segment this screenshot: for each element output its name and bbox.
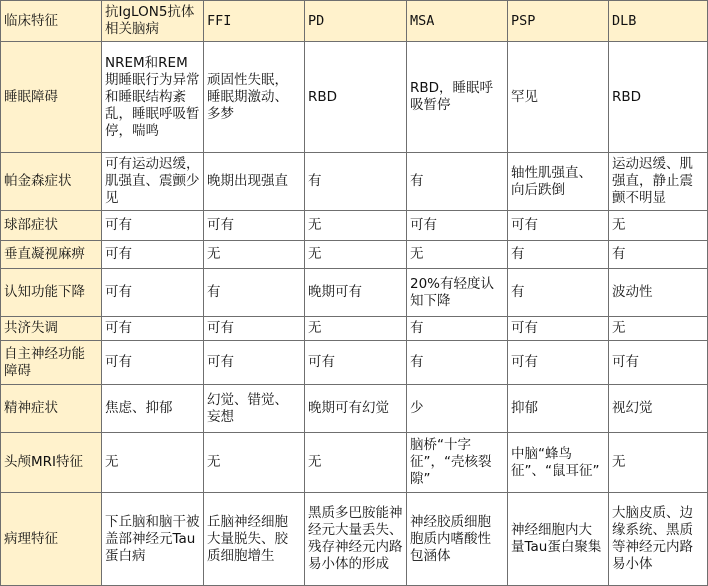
cell-text: 无 <box>308 454 322 470</box>
table-row <box>1 493 708 586</box>
column-header-text: PSP <box>511 12 536 29</box>
table-cell <box>508 153 609 211</box>
cell-text: 有 <box>207 284 221 300</box>
table-cell <box>508 241 609 269</box>
table-cell <box>102 317 204 341</box>
column-header-text: DLB <box>612 12 637 29</box>
cell-text: 神经细胞内大量Tau蛋白聚集 <box>511 522 602 555</box>
row-header-text: 共济失调 <box>4 320 58 336</box>
table-cell <box>204 385 305 433</box>
cell-text: 可有 <box>105 284 132 300</box>
cell-text: 罕见 <box>511 88 538 105</box>
column-header-text: PD <box>308 12 325 29</box>
row-header-text: 睡眠障碍 <box>4 88 58 105</box>
column-header <box>204 1 305 42</box>
table-cell <box>407 153 508 211</box>
row-header-text: 球部症状 <box>4 217 58 233</box>
row-header-text: 认知功能下降 <box>4 284 85 300</box>
table-cell <box>204 317 305 341</box>
cell-text: 可有 <box>511 354 538 370</box>
row-header-cell <box>1 211 102 241</box>
row-header-cell <box>1 42 102 153</box>
cell-text: 无 <box>207 246 221 262</box>
column-header <box>305 1 407 42</box>
cell-text: 大脑皮质、边缘系统、黑质等神经元内路易小体 <box>612 505 693 572</box>
column-header <box>508 1 609 42</box>
cell-text: 可有 <box>410 217 437 233</box>
table-cell <box>102 269 204 317</box>
cell-text: 运动迟缓、肌强直，静止震颤不明显 <box>612 156 693 206</box>
row-header-cell <box>1 241 102 269</box>
table-cell <box>204 433 305 493</box>
cell-text: 有 <box>511 246 525 262</box>
row-header-text: 头颅MRI特征 <box>4 454 84 470</box>
row-header-text: 病理特征 <box>4 530 58 547</box>
table-cell <box>407 433 508 493</box>
cell-text: 有 <box>308 173 322 189</box>
cell-text: 20%有轻度认知下降 <box>410 275 495 309</box>
column-header <box>609 1 708 42</box>
table-cell <box>407 317 508 341</box>
column-header-text: FFI <box>207 12 232 29</box>
table-cell <box>102 241 204 269</box>
table-cell <box>305 153 407 211</box>
table-cell <box>102 493 204 586</box>
table-row <box>1 385 708 433</box>
cell-text: 有 <box>410 354 424 370</box>
table-row <box>1 211 708 241</box>
column-header <box>102 1 204 42</box>
cell-text: 晚期可有幻觉 <box>308 400 389 416</box>
table-cell <box>305 211 407 241</box>
cell-text: 神经胶质细胞胞质内嗜酸性包涵体 <box>410 513 491 564</box>
table-cell <box>305 241 407 269</box>
cell-text: 视幻觉 <box>612 400 653 416</box>
table-cell <box>305 42 407 153</box>
cell-text: 无 <box>105 454 119 470</box>
table-cell <box>204 153 305 211</box>
column-header-text: 抗IgLON5抗体相关脑病 <box>105 4 195 37</box>
table-cell <box>305 433 407 493</box>
table-cell <box>609 493 708 586</box>
table-cell <box>508 269 609 317</box>
table-cell <box>305 269 407 317</box>
table-cell <box>102 153 204 211</box>
table-cell <box>609 42 708 153</box>
cell-text: 可有 <box>105 354 132 370</box>
cell-text: 可有 <box>105 246 132 262</box>
table-cell <box>508 341 609 385</box>
table-cell <box>609 153 708 211</box>
cell-text: 无 <box>612 320 626 336</box>
row-header-text: 精神症状 <box>4 400 58 416</box>
row-header-text: 垂直凝视麻痹 <box>4 246 85 262</box>
table-cell <box>508 493 609 586</box>
cell-text: 脑桥“十字征”，“壳核裂隙” <box>410 437 492 487</box>
cell-text: 无 <box>308 246 322 262</box>
cell-text: 抑郁 <box>511 400 538 416</box>
cell-text: NREM和REM期睡眠行为异常和睡眠结构紊乱，睡眠呼吸暂停，喘鸣 <box>105 54 200 139</box>
cell-text: 黑质多巴胺能神经元大量丢失、残存神经元内路易小体的形成 <box>308 505 403 572</box>
cell-text: 可有运动迟缓，肌强直、震颤少见 <box>105 156 200 206</box>
cell-text: 中脑“蜂鸟征”、“鼠耳征” <box>511 445 600 479</box>
row-header-cell <box>1 341 102 385</box>
table-cell <box>407 341 508 385</box>
table-row <box>1 269 708 317</box>
cell-text: 有 <box>511 284 525 300</box>
table-row <box>1 241 708 269</box>
table-cell <box>407 42 508 153</box>
table-row <box>1 42 708 153</box>
cell-text: 无 <box>308 320 322 336</box>
cell-text: RBD <box>612 88 642 105</box>
cell-text: 可有 <box>207 217 234 233</box>
table-cell <box>407 493 508 586</box>
cell-text: 晚期出现强直 <box>207 173 288 189</box>
table-cell <box>305 493 407 586</box>
table-cell <box>407 269 508 317</box>
cell-text: 有 <box>612 246 626 262</box>
table-cell <box>609 385 708 433</box>
table-cell <box>508 42 609 153</box>
table-cell <box>508 317 609 341</box>
table-cell <box>204 42 305 153</box>
table-cell <box>407 211 508 241</box>
table-cell <box>508 211 609 241</box>
table-cell <box>204 341 305 385</box>
row-header-cell <box>1 493 102 586</box>
row-header-cell <box>1 269 102 317</box>
table-cell <box>102 42 204 153</box>
table-cell <box>102 385 204 433</box>
table-row <box>1 317 708 341</box>
cell-text: 无 <box>612 217 626 233</box>
row-header-text: 自主神经功能障碍 <box>4 345 85 379</box>
table-cell <box>609 341 708 385</box>
cell-text: 丘脑神经细胞大量脱失、胶质细胞增生 <box>207 513 288 564</box>
table-cell <box>204 493 305 586</box>
table-cell <box>102 341 204 385</box>
table-cell <box>102 211 204 241</box>
table-row <box>1 433 708 493</box>
row-header-cell <box>1 317 102 341</box>
cell-text: 可有 <box>511 320 538 336</box>
table-cell <box>508 385 609 433</box>
table-cell <box>204 241 305 269</box>
cell-text: 顽固性失眠，睡眠期激动、多梦 <box>207 71 288 122</box>
cell-text: 无 <box>410 246 424 262</box>
cell-text: 可有 <box>511 217 538 233</box>
table-cell <box>305 385 407 433</box>
cell-text: RBD <box>308 88 338 105</box>
cell-text: 可有 <box>105 320 132 336</box>
table-cell <box>609 433 708 493</box>
cell-text: 轴性肌强直、向后跌倒 <box>511 164 592 198</box>
row-header-cell <box>1 153 102 211</box>
column-header-text: 临床特征 <box>4 12 58 29</box>
cell-text: 焦虑、抑郁 <box>105 400 173 416</box>
column-header-text: MSA <box>410 12 435 29</box>
column-header <box>407 1 508 42</box>
column-header <box>1 1 102 42</box>
cell-text: 幻觉、错觉、妄想 <box>207 391 288 425</box>
cell-text: 可有 <box>612 354 639 370</box>
table-row <box>1 153 708 211</box>
row-header-text: 帕金森症状 <box>4 173 72 189</box>
cell-text: 有 <box>410 320 424 336</box>
cell-text: 可有 <box>308 354 335 370</box>
table-row <box>1 341 708 385</box>
cell-text: 无 <box>308 217 322 233</box>
cell-text: 下丘脑和脑干被盖部神经元Tau蛋白病 <box>105 513 200 564</box>
table-cell <box>508 433 609 493</box>
table-cell <box>407 385 508 433</box>
cell-text: 可有 <box>105 217 132 233</box>
cell-text: 有 <box>410 173 424 189</box>
cell-text: 少 <box>410 400 424 416</box>
cell-text: 晚期可有 <box>308 284 362 300</box>
row-header-cell <box>1 385 102 433</box>
cell-text: 可有 <box>207 320 234 336</box>
table-cell <box>305 317 407 341</box>
cell-text: 波动性 <box>612 284 653 300</box>
table-cell <box>102 433 204 493</box>
table-cell <box>204 211 305 241</box>
table-cell <box>305 341 407 385</box>
cell-text: 可有 <box>207 354 234 370</box>
table-cell <box>609 241 708 269</box>
cell-text: 无 <box>612 454 626 470</box>
row-header-cell <box>1 433 102 493</box>
table-cell <box>609 317 708 341</box>
table-cell <box>609 211 708 241</box>
table-cell <box>407 241 508 269</box>
table-cell <box>204 269 305 317</box>
cell-text: RBD，睡眠呼吸暂停 <box>410 80 494 113</box>
cell-text: 无 <box>207 454 221 470</box>
header-row <box>1 1 708 42</box>
table-cell <box>609 269 708 317</box>
